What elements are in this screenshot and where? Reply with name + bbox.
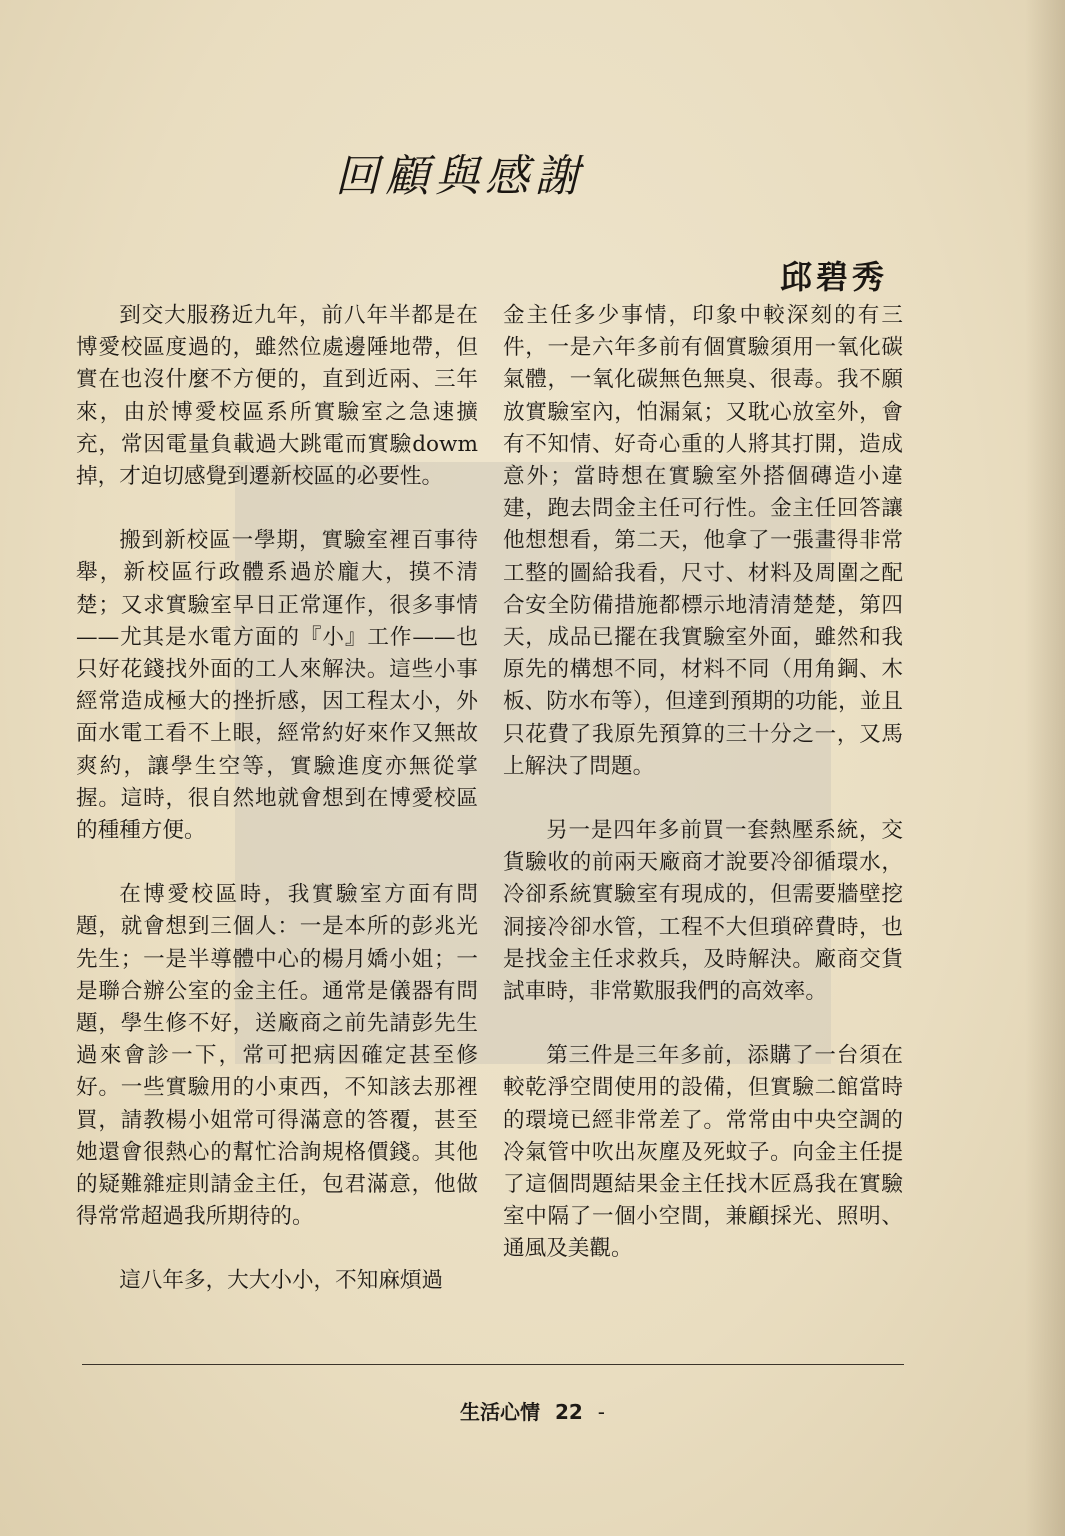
page-edge-shadow: [1025, 0, 1065, 1536]
paragraph: 搬到新校區一學期，實驗室裡百事待舉，新校區行政體系過於龐大，摸不清楚；又求實驗室早日正常運作，很多事情——尤其是水電方面的『小』工作——也只好花錢找外面的工人來解決。這些小事經常造成極大的挫折感，因工程太小，外面水電工看不上眼，經常約好來作又無故爽約，讓學生空等，實驗進度亦無從掌握。這時，很自然地就會想到在博愛校區的種種方便。: [76, 528, 478, 844]
page-number: 22: [554, 1400, 583, 1424]
left-column: [76, 300, 478, 1298]
footer-divider: [82, 1364, 904, 1365]
article-title: 回顧與感謝: [335, 151, 585, 202]
paragraph: 金主任多少事情，印象中較深刻的有三件，一是六年多前有個實驗須用一氧化碳氣體，一氧化碳無色無臭、很毒。我不願放實驗室內，怕漏氣；又耽心放室外，會有不知情、好奇心重的人將其打開，造成意外；當時想在實驗室外搭個磚造小違建，跑去問金主任可行性。金主任回答讓他想想看，第二天，他拿了一張畫得非常工整的圖給我看，尺寸、材料及周圍之配合安全防備措施都標示地清清楚楚，第四天，成品已擺在我實驗室外面，雖然和我原先的構想不同，材料不同（用角鋼、木板、防水布等），但達到預期的功能，並且只花費了我原先預算的三十分之一，又馬上解決了問題。: [503, 303, 903, 779]
footer-dash: -: [597, 1400, 605, 1424]
paragraph: 另一是四年多前買一套熱壓系統，交貨驗收的前兩天廠商才說要冷卻循環水，冷卻系統實驗室有現成的，但需要牆壁挖洞接冷卻水管，工程不大但瑣碎費時，也是找金主任求救兵，及時解決。廠商交貨試車時，非常歎服我們的高效率。: [503, 818, 903, 1005]
footer-section-name: 生活心情: [460, 1400, 540, 1424]
paragraph: 第三件是三年多前，添購了一台須在較乾淨空間使用的設備，但實驗二館當時的環境已經非常差了。常常由中央空調的冷氣管中吹出灰塵及死蚊子。向金主任提了這個問題結果金主任找木匠爲我在實驗室中隔了一個小空間，兼顧採光、照明、通風及美觀。: [503, 1043, 903, 1262]
paragraph: 在博愛校區時，我實驗室方面有問題，就會想到三個人：一是本所的彭兆光先生；一是半導體中心的楊月嬌小姐；一是聯合辦公室的金主任。通常是儀器有問題，學生修不好，送廠商之前先請彭先生過來會診一下，常可把病因確定甚至修好。一些實驗用的小東西，不知該去那裡買，請教楊小姐常可得滿意的答覆，甚至她還會很熱心的幫忙洽詢規格價錢。其他的疑難雜症則請金主任，包君滿意，他做得常常超過我所期待的。: [76, 882, 478, 1230]
paragraph: 到交大服務近九年，前八年半都是在博愛校區度過的，雖然位處邊陲地帶，但實在也沒什麼不方便的，直到近兩、三年來，由於博愛校區系所實驗室之急速擴充，常因電量負載過大跳電而實驗dowm掉，才迫切感覺到遷新校區的必要性。: [76, 303, 478, 490]
page-footer: [0, 1396, 1065, 1425]
article-author: 邱碧秀: [780, 258, 889, 296]
paragraph: 這八年多，大大小小，不知麻煩過: [119, 1268, 444, 1294]
right-column: [503, 300, 903, 1266]
